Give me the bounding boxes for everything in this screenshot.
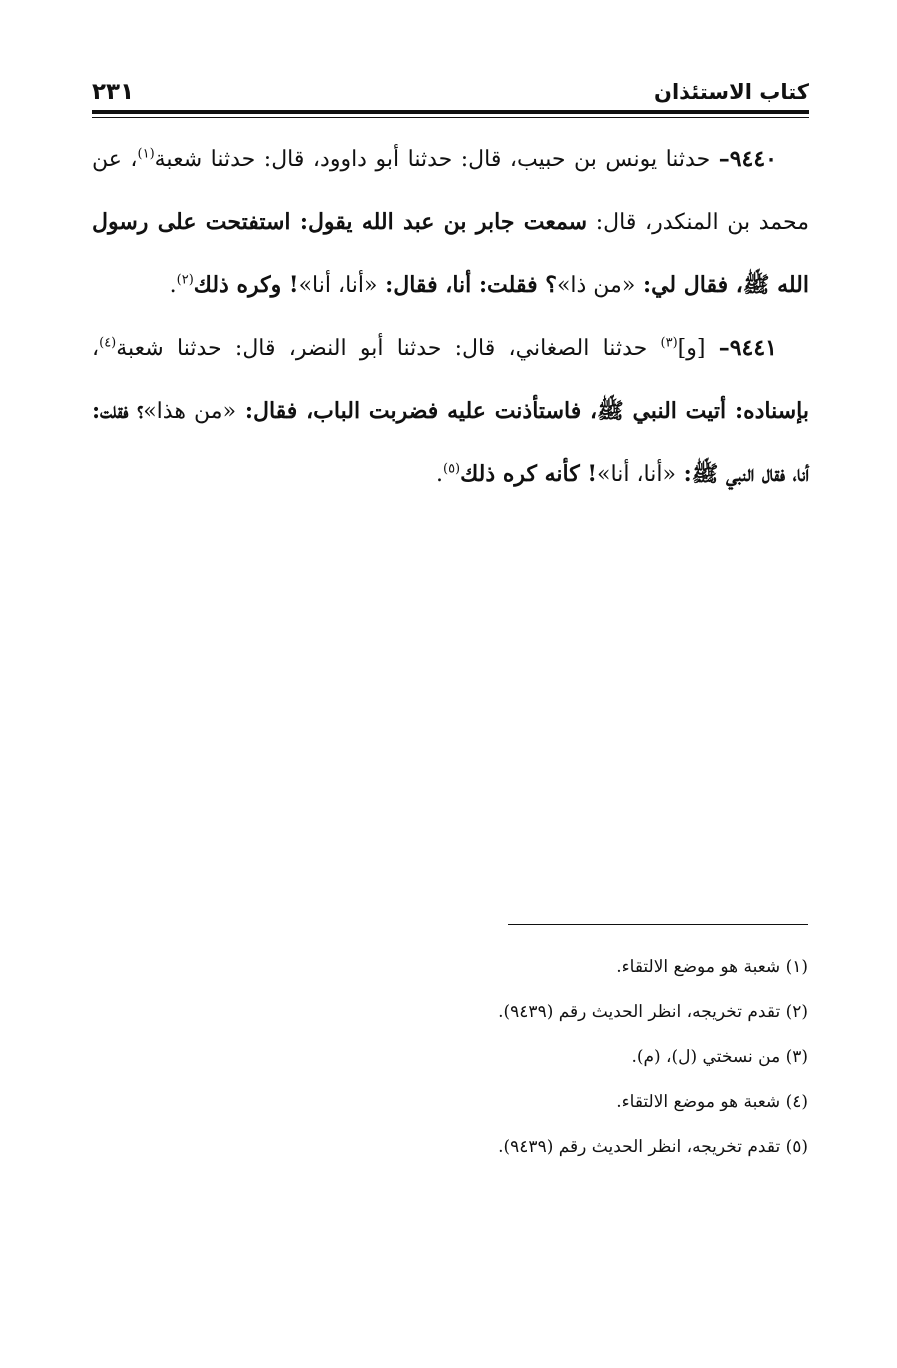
quote: «من ذا» [556, 273, 636, 298]
hadith-text: [و] [677, 336, 719, 361]
hadith-number: ٩٤٤١– [718, 335, 777, 361]
running-header [92, 78, 809, 108]
hadith-matn: ؟ فقلت: أنا، فقال النبي ﷺ: [92, 398, 809, 487]
hadith-9440 [92, 128, 809, 317]
hadith-end: . [435, 462, 443, 487]
footnote-ref: (٤) [99, 335, 117, 351]
hadith-matn: بإسناده: أتيت النبي ﷺ، فاستأذنت عليه فضربت الباب، فقال: [236, 398, 809, 424]
hadith-matn: ! وكره ذلك [193, 272, 299, 298]
hadith-matn: ؟ فقلت: أنا، فقال: [377, 272, 557, 298]
hadith-end: . [169, 273, 177, 298]
footnote-ref: (١) [137, 146, 155, 162]
quote: «من هذا» [143, 399, 237, 424]
page-number: ٢٣١ [92, 79, 135, 105]
footnote-separator [508, 924, 808, 925]
hadith-text: ، [92, 336, 100, 361]
footnote-3: (٣) من نسختي (ل)، (م). [631, 1047, 808, 1067]
quote: «أنا، أنا» [298, 273, 378, 298]
footnotes [300, 945, 808, 1170]
main-text [92, 128, 809, 506]
footnote-4: (٤) شعبة هو موضع الالتقاء. [616, 1092, 808, 1112]
header-rule-thin [92, 117, 809, 118]
footnote-1: (١) شعبة هو موضع الالتقاء. [616, 957, 808, 977]
footnote-ref: (٥) [442, 461, 461, 477]
footnote-2: (٢) تقدم تخريجه، انظر الحديث رقم (٩٤٣٩). [498, 1002, 808, 1022]
hadith-text: حدثنا يونس بن حبيب، قال: حدثنا أبو داوود، قال: حدثنا شعبة [154, 147, 719, 172]
header-rule [92, 110, 809, 114]
hadith-matn: سمعت جابر بن عبد الله يقول: استفتحت على رسول الله ﷺ، فقال لي: [92, 209, 809, 298]
hadith-matn: ! كأنه كره ذلك [460, 461, 598, 487]
hadith-text: حدثنا الصغاني، قال: حدثنا أبو النضر، قال: حدثنا شعبة [116, 336, 661, 361]
footnote-ref: (٢) [176, 272, 194, 288]
quote: «أنا، أنا» [597, 462, 676, 487]
footnote-ref: (٣) [660, 335, 678, 351]
hadith-9441 [92, 317, 809, 506]
hadith-text: ، عن محمد بن المنكدر، قال: [92, 147, 809, 235]
header-title: كتاب الاستئذان [654, 80, 809, 104]
hadith-number: ٩٤٤٠– [718, 146, 777, 172]
footnote-5: (٥) تقدم تخريجه، انظر الحديث رقم (٩٤٣٩). [498, 1137, 808, 1157]
